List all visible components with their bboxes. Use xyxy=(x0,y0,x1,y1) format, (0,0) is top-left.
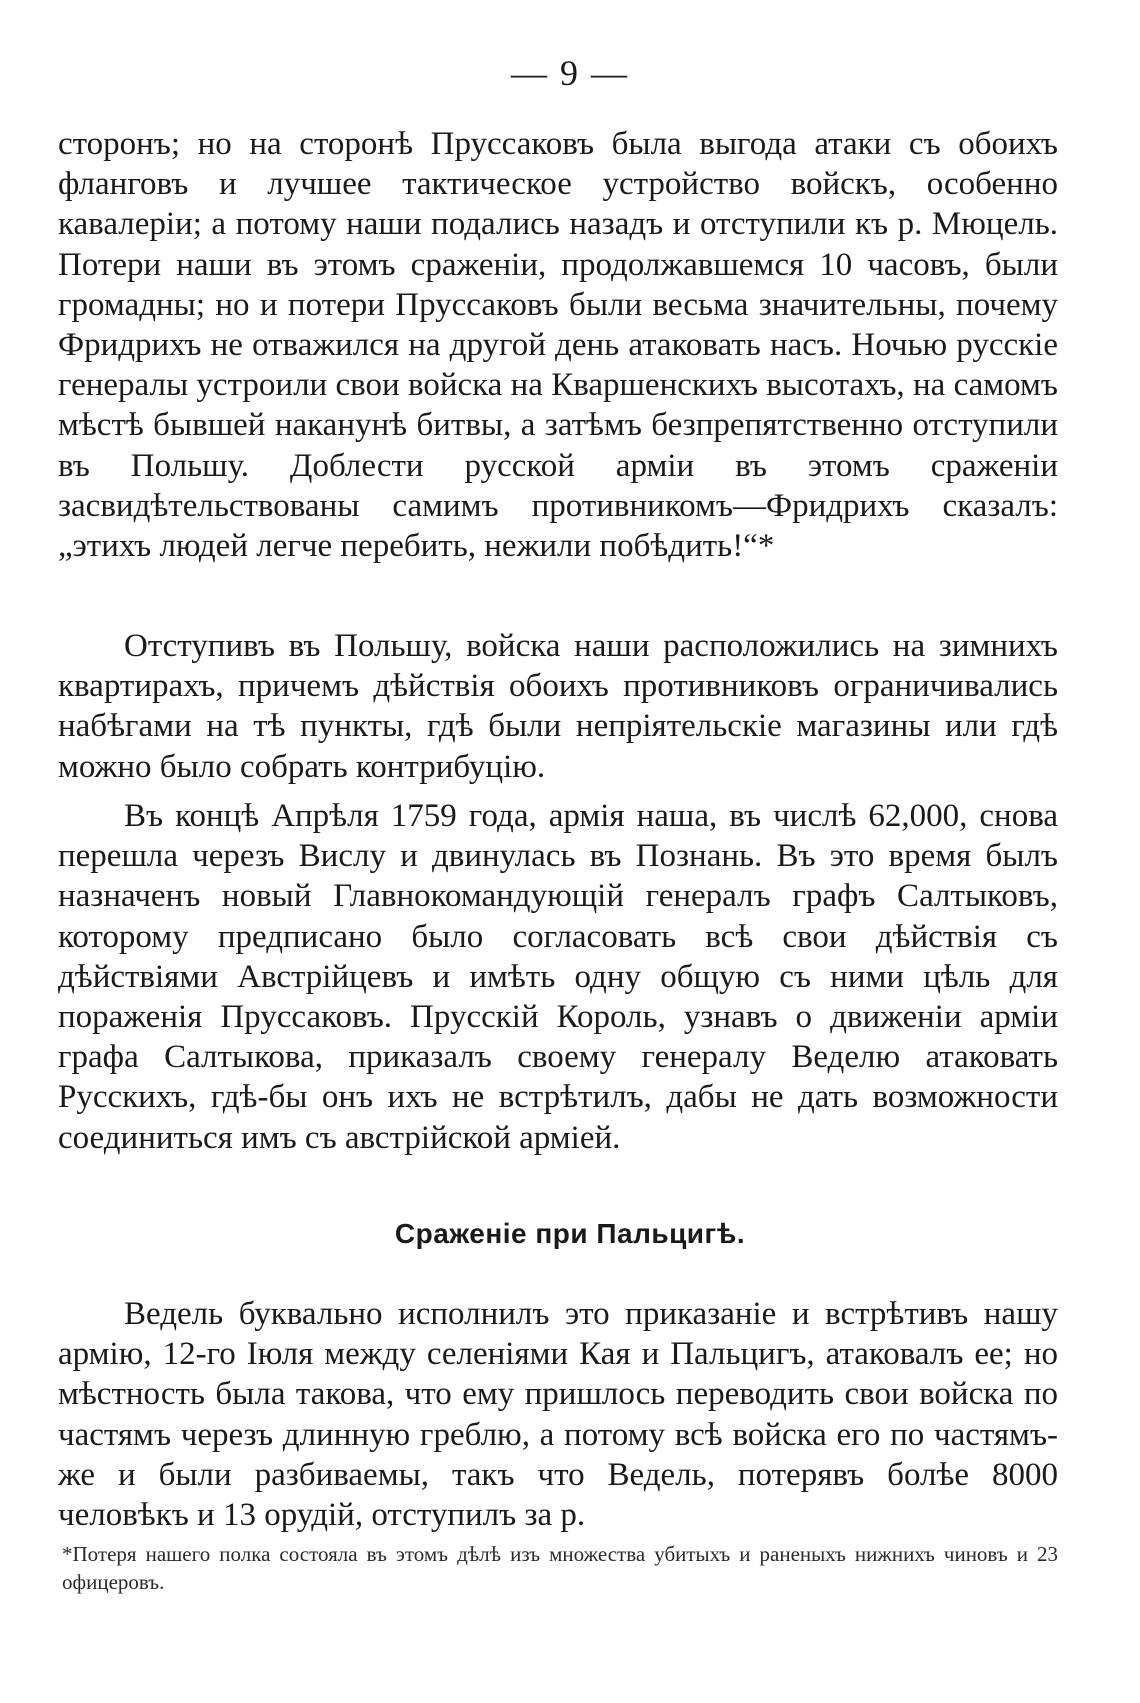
paragraph-april-1759 xyxy=(58,796,1058,1158)
paragraph-text: Отступивъ въ Польшу, войска наши расположились на зимнихъ квартирахъ, причемъ дѣйствія обоихъ противниковъ ограничивались набѣгами на тѣ пункты, гдѣ были непріятельскіе магазины или гдѣ можно было собрать контрибуцію. xyxy=(58,628,1058,785)
paragraph-text: Ведель буквально исполнилъ это приказаніе и встрѣтивъ нашу армію, 12-го Іюля между селеніями Кая и Пальцигъ, атаковалъ ее; но мѣстность была такова, что ему пришлось переводить свои войска по частямъ черезъ длинную греблю, а потому всѣ войска его по частямъ-же и были разбиваемы, такъ что Ведель, потерявъ болѣе 8000 человѣкъ и 13 орудій, отступилъ за р. xyxy=(58,1296,1058,1534)
section-heading: Сраженіе при Пальцигѣ. xyxy=(394,1218,746,1249)
paragraph-wedel xyxy=(58,1294,1058,1535)
paragraph-text: сторонъ; но на сторонѣ Пруссаковъ была выгода атаки съ обоихъ фланговъ и лучшее тактическое устройство войскъ, особенно кавалеріи; а потому наши подались назадъ и отступили къ р. Мюцель. Потери наши въ этомъ сраженіи, продолжавшемся 10 часовъ, были громадны; но и потери Пруссаковъ были весьма значительны, почему Фридрихъ не отважился на другой день атаковать насъ. Ночью русскіе генералы устроили свои войска на Кваршенскихъ высотахъ, на самомъ мѣстѣ бывшей наканунѣ битвы, а затѣмъ безпрепятственно отступили въ Польшу. Доблести русской арміи въ этомъ сраженіи засвидѣтельствованы самимъ противникомъ—Фридрихъ сказалъ: „этихъ людей легче перебить, нежили побѣдить!“* xyxy=(58,126,1058,565)
page-number: — 9 — xyxy=(511,53,629,93)
paragraph-continued xyxy=(58,124,1058,566)
paragraph-winter-quarters xyxy=(58,626,1058,787)
paragraph-text: Въ концѣ Апрѣля 1759 года, армія наша, въ числѣ 62,000, снова перешла черезъ Вислу и двинулась въ Познань. Въ это время былъ назначенъ новый Главнокомандующій генералъ графъ Салтыковъ, которому предписано было согласовать всѣ свои дѣйствія съ дѣйствіями Австрійцевъ и имѣть одну общую съ ними цѣль для пораженія Пруссаковъ. Прусскій Король, узнавъ о движеніи арміи графа Салтыкова, приказалъ своему генералу Веделю атаковать Русскихъ, гдѣ-бы онъ ихъ не встрѣтилъ, дабы не дать возможности соединиться имъ съ австрійской арміей. xyxy=(58,798,1058,1156)
footnote: *Потеря нашего полка состояла въ этомъ дѣлѣ изъ множества убитыхъ и раненыхъ нижнихъ чиновъ и 23 офицеровъ. xyxy=(62,1542,1058,1594)
